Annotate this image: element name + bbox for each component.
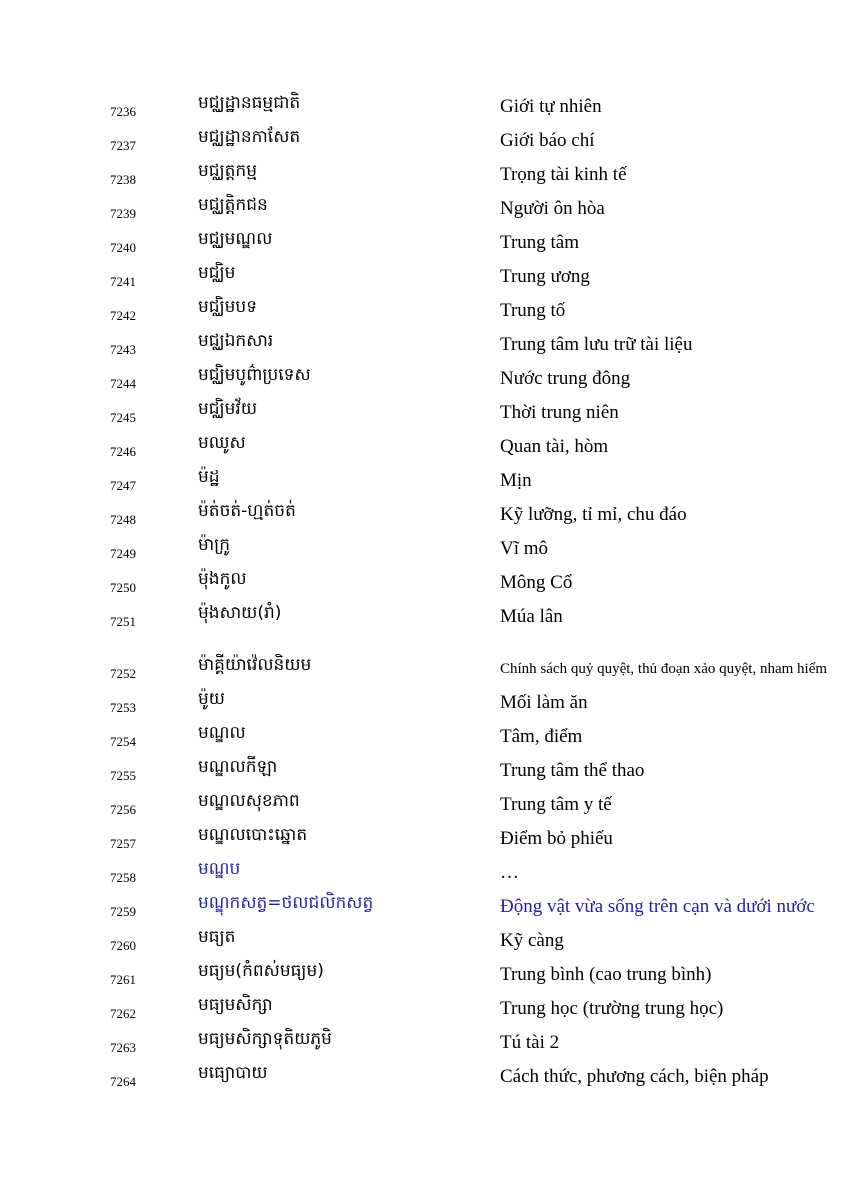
khmer-term: ម៉ុងកូល <box>198 569 247 589</box>
list-item <box>0 92 848 126</box>
entry-number: 7263 <box>110 1040 136 1055</box>
khmer-term: មធ្យម(កំពស់មធ្យម) <box>198 961 324 981</box>
khmer-term: មណ្ឌលកីឡា <box>198 757 278 777</box>
vietnamese-meaning: Mịn <box>500 470 532 491</box>
vietnamese-meaning: Kỹ lưỡng, tỉ mỉ, chu đáo <box>500 504 687 525</box>
list-item <box>0 568 848 602</box>
vietnamese-meaning: Mối làm ăn <box>500 692 588 713</box>
list-item <box>0 960 848 994</box>
vietnamese-meaning: Cách thức, phương cách, biện pháp <box>500 1066 769 1087</box>
khmer-term: មធ្យមសិក្សា <box>198 995 273 1015</box>
list-item <box>0 892 848 926</box>
entry-number: 7238 <box>110 172 136 187</box>
khmer-term: មជ្ឈដ្ឋានកាសែត <box>198 127 301 147</box>
vietnamese-meaning: Trung tâm thể thao <box>500 760 645 781</box>
khmer-term: ម៉ត់ចត់-ហ្មត់ចត់ <box>198 501 296 521</box>
list-item <box>0 722 848 756</box>
list-item <box>0 500 848 534</box>
vietnamese-meaning: Trung tâm <box>500 232 580 253</box>
khmer-term: មធ្យោបាយ <box>198 1063 268 1083</box>
khmer-term: មណ្ឌលបោះឆ្នោត <box>198 825 308 845</box>
entry-number: 7242 <box>110 308 136 323</box>
khmer-term: មណ្ឌុកសត្វ=ថលជលិកសត្វ <box>198 893 374 913</box>
list-item <box>0 160 848 194</box>
vietnamese-meaning: Trung tâm y tế <box>500 794 612 815</box>
khmer-term: មណ្ឌល <box>198 723 246 743</box>
list-item <box>0 398 848 432</box>
vietnamese-meaning: … <box>500 862 519 883</box>
list-item <box>0 432 848 466</box>
entry-number: 7252 <box>110 666 136 681</box>
entry-number: 7239 <box>110 206 136 221</box>
entry-number: 7264 <box>110 1074 136 1089</box>
vietnamese-meaning: Điểm bỏ phiếu <box>500 828 613 849</box>
entry-number: 7246 <box>110 444 136 459</box>
list-item <box>0 1028 848 1062</box>
vietnamese-meaning: Vĩ mô <box>500 538 549 559</box>
entry-number: 7247 <box>110 478 136 493</box>
list-item <box>0 228 848 262</box>
entry-number: 7257 <box>110 836 136 851</box>
khmer-term: មណ្ឌប <box>198 859 241 879</box>
list-item <box>0 466 848 500</box>
entry-number: 7241 <box>110 274 136 289</box>
vietnamese-meaning: Trung ương <box>500 266 590 287</box>
entry-number: 7256 <box>110 802 136 817</box>
entry-number: 7240 <box>110 240 136 255</box>
khmer-term: មណ្ឌលសុខភាព <box>198 791 300 811</box>
vietnamese-meaning: Kỹ càng <box>500 930 564 951</box>
vietnamese-meaning: Thời trung niên <box>500 402 619 423</box>
entry-number: 7261 <box>110 972 136 987</box>
khmer-term: មជ្ឈឯកសារ <box>198 331 274 351</box>
entry-number: 7251 <box>110 614 136 629</box>
entry-number: 7243 <box>110 342 136 357</box>
vietnamese-meaning: Người ôn hòa <box>500 198 605 219</box>
list-item <box>0 364 848 398</box>
vietnamese-meaning: Mông Cổ <box>500 572 573 593</box>
vietnamese-meaning: Quan tài, hòm <box>500 436 609 457</box>
khmer-term: ម៉ាគ្គីយ៉ាវ៉េលនិយម <box>198 655 312 675</box>
list-item <box>0 1062 848 1096</box>
vietnamese-meaning: Trung học (trường trung học) <box>500 998 724 1019</box>
list-item <box>0 790 848 824</box>
list-item <box>0 824 848 858</box>
entry-number: 7254 <box>110 734 136 749</box>
khmer-term: មធ្យមសិក្សាទុតិយភូមិ <box>198 1029 332 1049</box>
entry-number: 7236 <box>110 104 136 119</box>
vietnamese-meaning: Trung tố <box>500 300 566 321</box>
khmer-term: ម៉ុងសាយ(រាំ) <box>198 603 282 623</box>
list-item <box>0 756 848 790</box>
vietnamese-meaning: Động vật vừa sống trên cạn và dưới nước <box>500 896 815 917</box>
entry-number: 7258 <box>110 870 136 885</box>
vietnamese-meaning: Chính sách quỷ quyệt, thủ đoạn xảo quyệt, nham hiểm <box>500 661 828 677</box>
khmer-term: មជ្ឈមណ្ឌល <box>198 229 273 249</box>
khmer-term: មជ្ឈដ្ឋានធម្មជាតិ <box>198 93 301 113</box>
vietnamese-meaning: Tâm, điểm <box>500 726 583 747</box>
entry-number: 7253 <box>110 700 136 715</box>
khmer-term: មជ្ឈត្តកម្ម <box>198 161 258 181</box>
khmer-term: ម៉ដ្ឋ <box>198 467 220 487</box>
entry-number: 7237 <box>110 138 136 153</box>
list-item <box>0 296 848 330</box>
khmer-term: មឈូស <box>198 433 246 453</box>
list-item <box>0 858 848 892</box>
khmer-term: មធ្យត <box>198 927 236 947</box>
list-item <box>0 194 848 228</box>
vietnamese-meaning: Giới tự nhiên <box>500 96 602 117</box>
entry-number: 7249 <box>110 546 136 561</box>
list-item <box>0 534 848 568</box>
vietnamese-meaning: Tú tài 2 <box>500 1032 560 1053</box>
list-item <box>0 654 848 688</box>
list-item <box>0 926 848 960</box>
entry-number: 7262 <box>110 1006 136 1021</box>
entry-number: 7244 <box>110 376 136 391</box>
vietnamese-meaning: Nước trung đông <box>500 368 631 389</box>
khmer-term: មជ្ឈិម <box>198 263 236 283</box>
vietnamese-meaning: Múa lân <box>500 606 563 627</box>
khmer-term: ម៉ាក្រូ <box>198 535 231 555</box>
khmer-term: ម៉ូយ <box>198 689 225 709</box>
khmer-term: មជ្ឈិមបទ <box>198 297 258 317</box>
list-item <box>0 688 848 722</box>
list-item <box>0 126 848 160</box>
list-item <box>0 602 848 636</box>
khmer-term: មជ្ឈិមវ័យ <box>198 399 258 419</box>
list-item <box>0 262 848 296</box>
entry-number: 7255 <box>110 768 136 783</box>
vietnamese-meaning: Trung tâm lưu trữ tài liệu <box>500 334 693 355</box>
vietnamese-meaning: Trung bình (cao trung bình) <box>500 964 712 985</box>
entry-number: 7260 <box>110 938 136 953</box>
khmer-term: មជ្ឈត្តិកជន <box>198 195 268 215</box>
list-item <box>0 330 848 364</box>
khmer-term: មជ្ឈិមបូព៌ាប្រទេស <box>198 365 311 385</box>
vietnamese-meaning: Giới báo chí <box>500 130 595 151</box>
entry-number: 7245 <box>110 410 136 425</box>
entry-number: 7248 <box>110 512 136 527</box>
entry-number: 7250 <box>110 580 136 595</box>
list-item <box>0 994 848 1028</box>
entry-number: 7259 <box>110 904 136 919</box>
vietnamese-meaning: Trọng tài kinh tế <box>500 164 627 185</box>
